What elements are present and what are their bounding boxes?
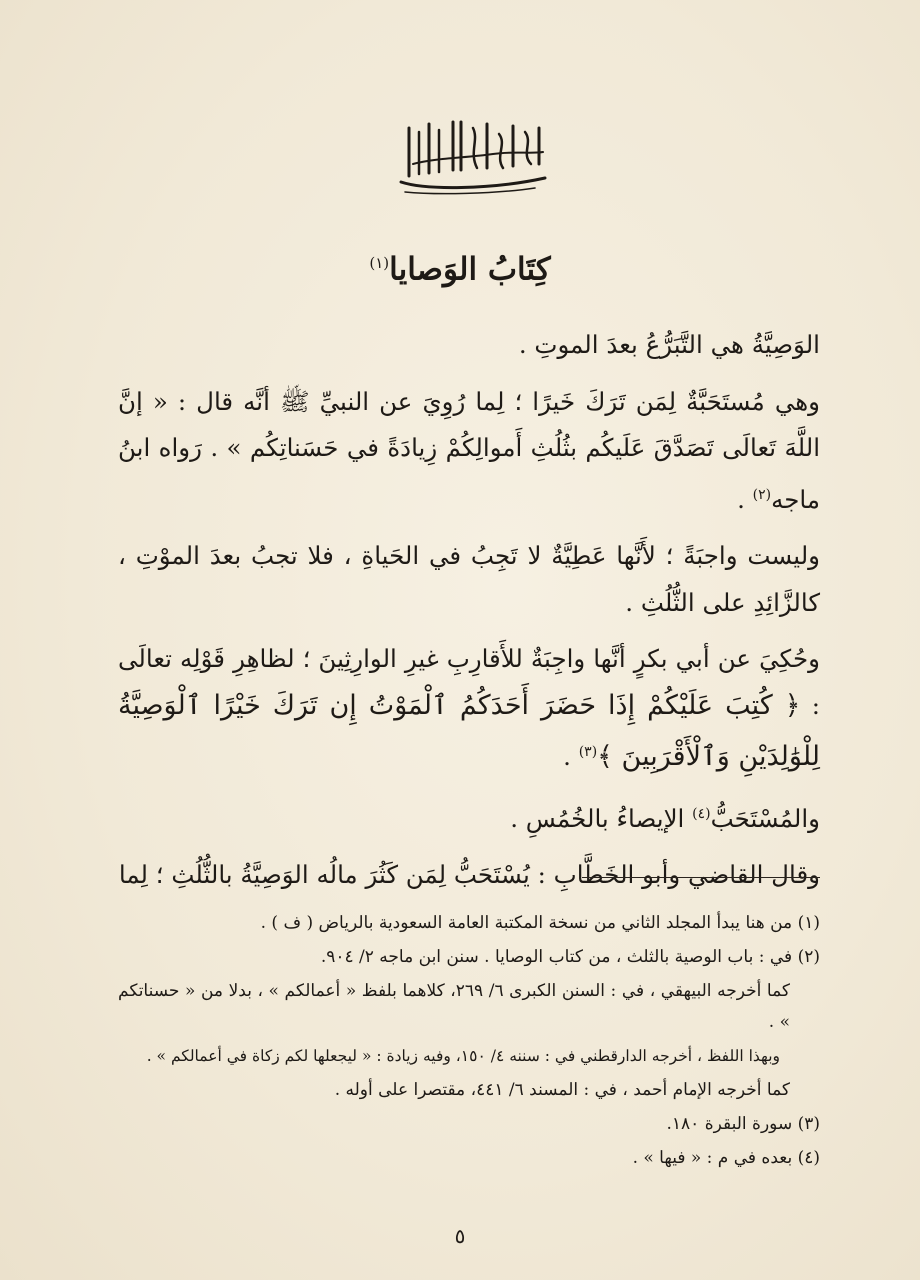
footnote-mark: (٢) [752, 486, 772, 503]
paragraph-abu-bakr: وحُكِيَ عن أبي بكرٍ أنَّها واجِبَةٌ للأَقارِبِ غيرِ الوارِثِينَ ؛ لظاهِرِ قَوْلِه تعالَى : ﴿ كُتِبَ عَلَيْكُمْ إِذَا حَضَرَ أَحَدَكُمُ ٱلْمَوْتُ إِن تَرَكَ خَيْرًا ٱلْوَصِيَّةُ لِلْوَٰلِدَيْنِ وَٱلْأَقْرَبِينَ ﴾$^{(٣)}$ . [118, 644, 820, 773]
paragraph-recommended: وهي مُستَحَبَّةٌ لِمَن تَرَكَ خَيرًا ؛ لِما رُوِيَ عن النبيِّ ﷺ أنَّه قال : « إنَّ اللَّهَ تَعالَى تَصَدَّقَ عَلَيكُم بثُلُثِ أَموالِكُمْ زِيادَةً في حَسَناتِكُم » . رَواه ابنُ ماجه$^{(٢)}$ . [118, 386, 820, 514]
footnote-mark: (٣) [578, 744, 598, 761]
quran-verse: ﴿ كُتِبَ عَلَيْكُمْ إِذَا حَضَرَ أَحَدَكُمُ ٱلْمَوْتُ إِن تَرَكَ خَيْرًا ٱلْوَصِيَّةُ لِلْوَٰلِدَيْنِ وَٱلْأَقْرَبِينَ ﴾ [118, 689, 820, 773]
footnote-3: (٣) سورة البقرة ١٨٠. [666, 1114, 820, 1134]
paragraph-not-obligatory: وليست واجبَةً ؛ لأَنَّها عَطِيَّةٌ لا تَجِبُ في الحَياةِ ، فلا تجبُ بعدَ الموْتِ ، كالزَّائِدِ على الثُّلُثِ . [118, 541, 820, 617]
main-text [118, 322, 820, 909]
footnote-4: (٤) بعده في م : « فيها » . [632, 1148, 820, 1168]
footnote-2-ahmad: كما أخرجه الإمام أحمد ، في : المسند ٦/ ٤٤١، مقتصرا على أوله . [334, 1080, 790, 1100]
chapter-title-text: كِتَابُ الوَصايا [389, 251, 551, 288]
footnotes [118, 908, 820, 1177]
footnote-2-daraqutni: وبهذا اللفظ ، أخرجه الدارقطني في : سننه ٤/ ١٥٠، وفيه زيادة : « ليجعلها لكم زكاة في أعمالكم » . [146, 1047, 780, 1065]
footnote-divider [582, 877, 820, 878]
footnote-2-continued: كما أخرجه البيهقي ، في : السنن الكبرى ٦/ ٢٦٩، كلاهما بلفظ « أعمالكم » ، بدلا من « حسناتكم » . [118, 981, 790, 1032]
footnote-2: (٢) في : باب الوصية بالثلث ، من كتاب الوصايا . سنن ابن ماجه ٢/ ٩٠٤. [320, 947, 820, 967]
chapter-title [0, 238, 920, 294]
page-number: ٥ [454, 1224, 466, 1248]
paragraph-fifth: والمُسْتَحَبُّ$^{(٤)}$ الإيصاءُ بالخُمُسِ . [510, 803, 820, 833]
basmala-calligraphy [395, 118, 550, 196]
paragraph-definition: الوَصِيَّةُ هي التَّبَرُّعُ بعدَ الموتِ . [518, 330, 820, 359]
footnote-mark: (١) [369, 254, 390, 272]
honorific-symbol: ﷺ [279, 386, 310, 416]
paragraph-qadi: وقال القاضي وأبو الخَطَّابِ : يُسْتَحَبُّ لِمَن كَثُرَ مالُه الوَصِيَّةُ بالثُّلُثِ ؛ لِما [118, 860, 820, 890]
footnote-mark: (٤) [692, 805, 711, 822]
footnote-1: (١) من هنا يبدأ المجلد الثاني من نسخة المكتبة العامة السعودية بالرياض ( ف ) . [260, 913, 820, 933]
